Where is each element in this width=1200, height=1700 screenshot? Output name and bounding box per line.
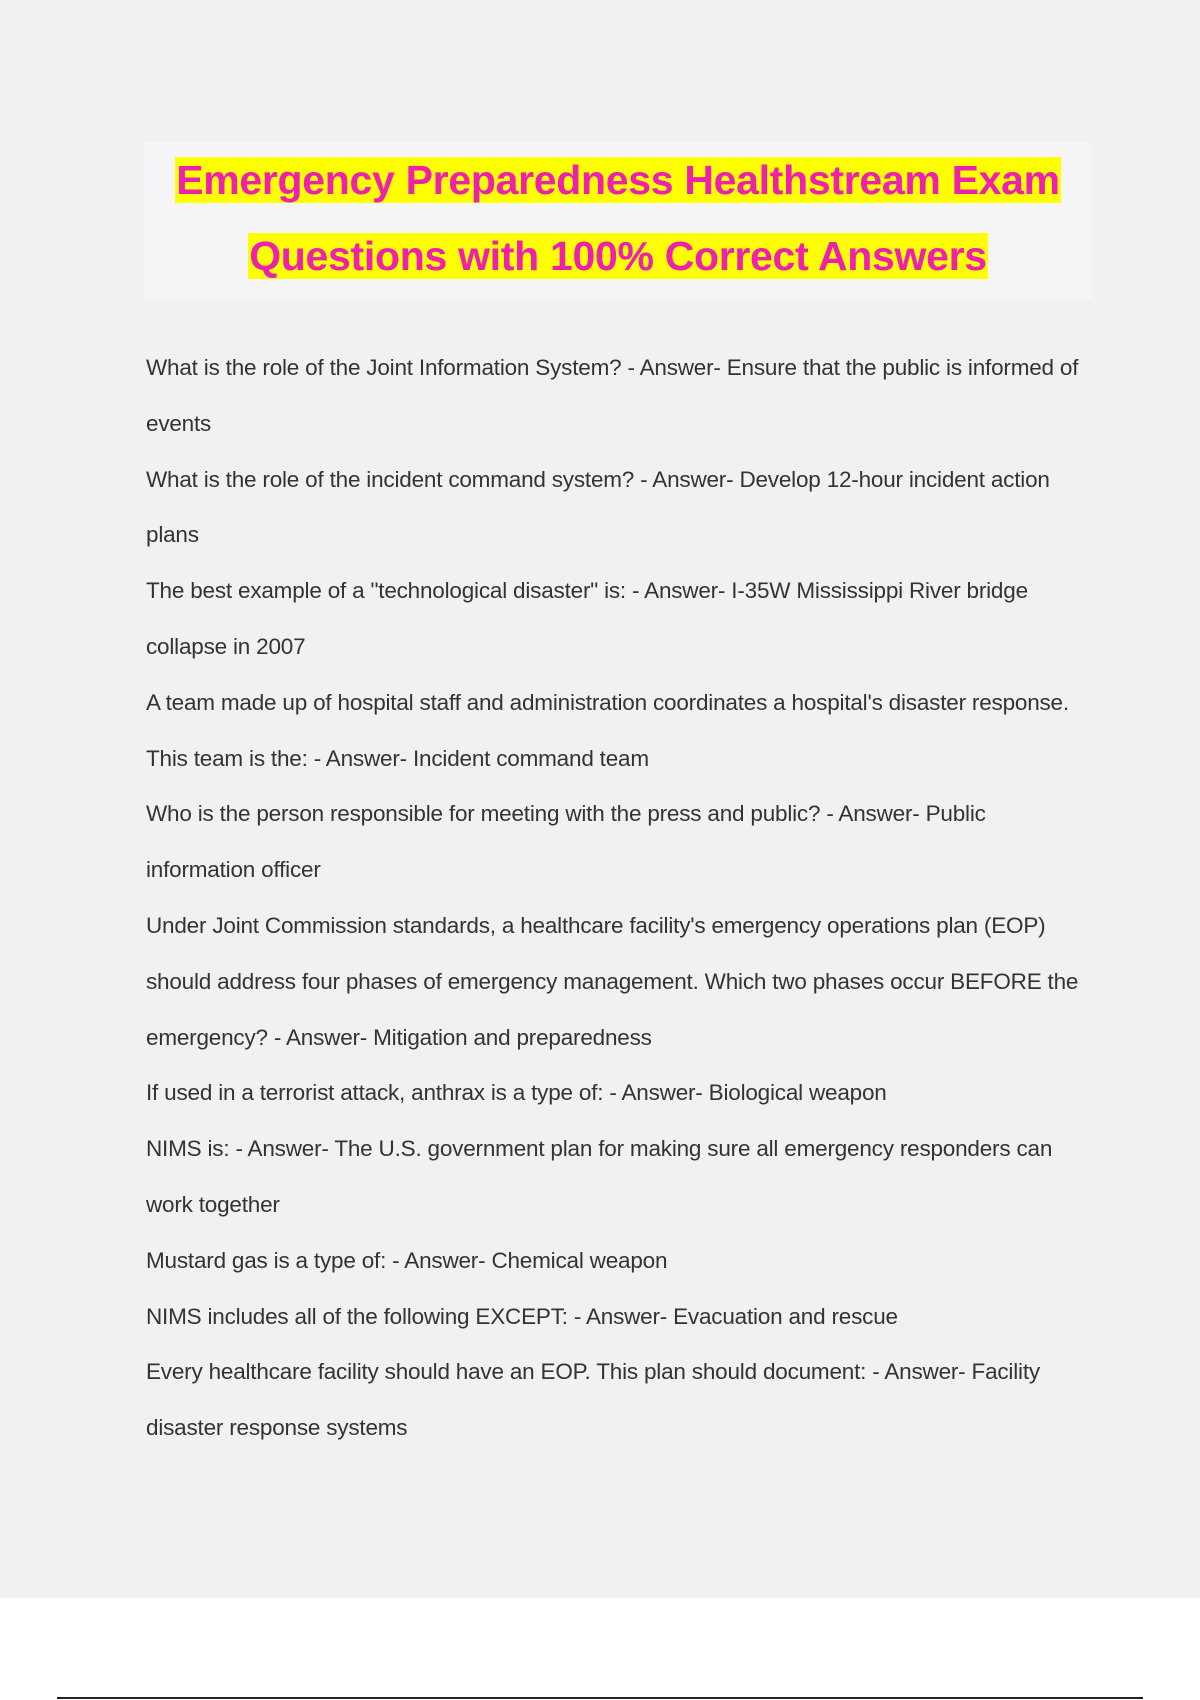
qa-item-5: Who is the person responsible for meeting with the press and public? - Answer- Public information officer: [146, 801, 986, 883]
qa-item-4: A team made up of hospital staff and administration coordinates a hospital's disaster response. This team is the: - Answer- Incident command team: [146, 689, 1069, 771]
qa-list: [146, 340, 1086, 1456]
qa-item-9: Mustard gas is a type of: - Answer- Chemical weapon: [146, 1247, 668, 1273]
qa-item-1: What is the role of the Joint Information System? - Answer- Ensure that the public is informed of events: [146, 355, 1079, 436]
qa-item-11: Every healthcare facility should have an EOP. This plan should document: - Answer- Facility disaster response systems: [146, 1359, 1040, 1441]
qa-item-10: NIMS includes all of the following EXCEPT: - Answer- Evacuation and rescue: [146, 1303, 898, 1329]
qa-item-2: What is the role of the incident command system? - Answer- Develop 12-hour incident action plans: [146, 466, 1050, 548]
qa-item-3: The best example of a "technological disaster" is: - Answer- I-35W Mississippi River bridge collapse in 2007: [146, 578, 1028, 659]
qa-item-7: If used in a terrorist attack, anthrax is a type of: - Answer- Biological weapon: [146, 1080, 887, 1106]
title-line-2: Questions with 100% Correct Answers: [249, 233, 987, 279]
title-block: [144, 142, 1092, 300]
qa-item-6: Under Joint Commission standards, a healthcare facility's emergency operations plan (EOP) should address four phases of emergency management. Which two phases occur BEFORE the emergency? - Answer- Mitigation and preparedness: [146, 912, 1079, 1050]
page-divider: [57, 1697, 1143, 1699]
qa-item-8: NIMS is: - Answer- The U.S. government plan for making sure all emergency responders can work together: [146, 1136, 1053, 1217]
title-line-1: Emergency Preparedness Healthstream Exam: [176, 157, 1060, 203]
